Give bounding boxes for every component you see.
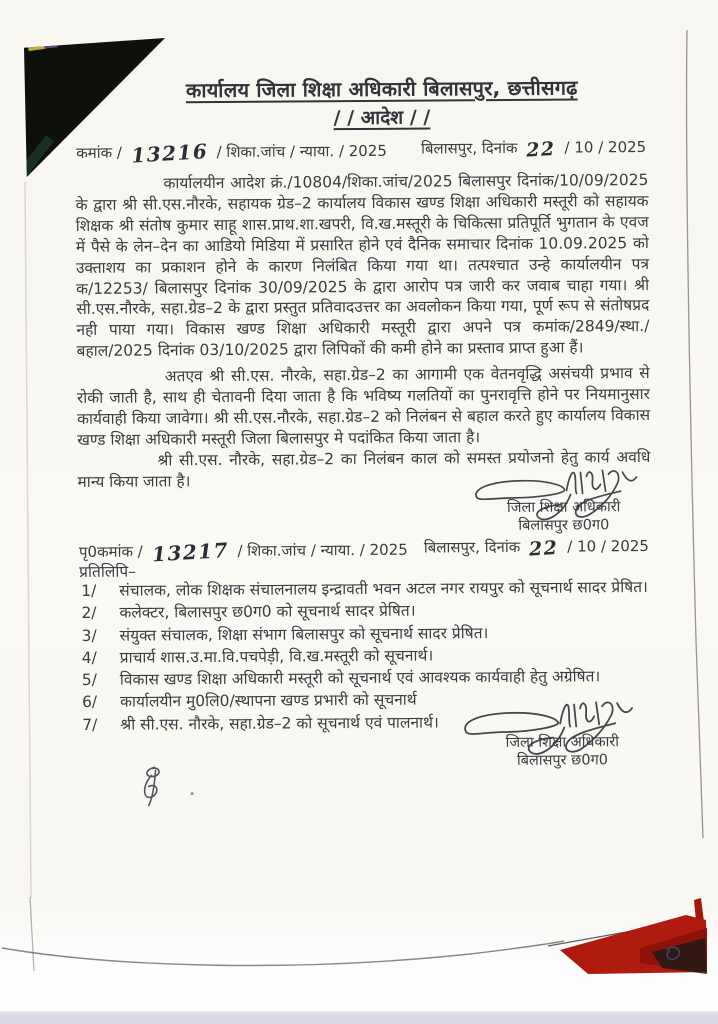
- reference-suffix: / शिका.जांच / न्याया. / 2025: [216, 141, 387, 161]
- paragraph-suspension-history: कार्यालयीन आदेश क्रं./10804/शिका.जांच/2025 बिलासपुर दिनांक/10/09/2025 के द्वारा श्री सी.एस.नौरके, सहायक ग्रेड–2 कार्यालय विकास खण्ड शिक्षा अधिकारी मस्तूरी को सहायक शिक्षक श्री संतोष कुमार साहू शास.प्राथ.शा.खपरी, वि.ख.मस्तूरी के चिकित्सा प्रतिपूर्ति भुगतान के एवज में पैसे के लेन–देन का आडियो मिडिया में प्रसारित होने एवं दैनिक समाचार दिनांक 10.09.2025 को उक्ताशय का प्रकाशन होने के कारण निलंबित किया गया था। तत्पश्चात उन्हे कार्यालयीन पत्र क/12253/ बिलासपुर दिनांक 30/09/2025 के द्वारा आरोप पत्र जारी कर जवाब चाहा गया। श्री सी.एस.नौरके, सहा.ग्रेड–2 के द्वारा प्रस्तुत प्रतिवादउत्तर का अवलोकन किया गया, पूर्ण रूप से संतोषप्रद नही पाया गया। विकास खण्ड शिक्षा अधिकारी मस्तूरी द्वारा अपने पत्र कमांक/2849/स्था./बहाल/2025 दिनांक 03/10/2025 द्वारा लिपिकों की कमी होने का प्रस्ताव प्राप्त हुआ हैं।: [75, 170, 650, 361]
- signature-block-top: [469, 498, 659, 535]
- copy-number: 3/: [81, 626, 97, 645]
- copy-text: कलेक्टर, बिलासपुर छ0ग0 को सूचनार्थ सादर प्रेषित।: [119, 601, 416, 622]
- reference-row: [76, 135, 647, 168]
- scanner-bottom-strip: [0, 1011, 718, 1024]
- signatory-office: बिलासपुर छ0ग0: [516, 752, 608, 769]
- endorsement-number-handwritten: 13217: [150, 537, 230, 567]
- copy-text: श्री सी.एस. नौरके, सहा.ग्रेड–2 को सूचनार्थ एवं पालनार्थ।: [120, 713, 439, 734]
- copy-text: प्राचार्य शास.उ.मा.वि.पचपेड़ी, वि.ख.मस्तूरी को सूचनार्थ।: [119, 646, 434, 667]
- signatory-office: बिलासपुर छ0ग0: [518, 517, 610, 534]
- endorsement-date-rest: / 10 / 2025: [567, 536, 650, 556]
- copy-text: विकास खण्ड शिक्षा अधिकारी मस्तूरी को सूचनार्थ एवं आवश्यक कार्यवाही हेतु अग्रेषित।: [119, 667, 601, 689]
- copy-item: [82, 622, 660, 647]
- copy-item: [81, 599, 659, 624]
- copy-text: कार्यालयीन मु0लि0/स्थापना खण्ड प्रभारी को सूचनार्थ: [119, 691, 417, 712]
- signatory-designation: जिला शिक्षा अधिकारी: [505, 734, 620, 751]
- reference-label: कमांक /: [76, 143, 122, 162]
- copy-number: 6/: [81, 693, 98, 712]
- copy-number: 5/: [81, 671, 98, 690]
- endorsement-place-date: [423, 534, 650, 561]
- signatory-designation: जिला शिक्षा अधिकारी: [506, 499, 621, 516]
- copies-list: [81, 577, 660, 737]
- paragraph-penalty-reinstatement: अतएव श्री सी.एस. नौरके, सहा.ग्रेड–2 का आगामी एक वेतनवृद्धि असंचयी प्रभाव से रोकी जाती है, साथ ही चेतावनी दिया जाता है कि भविष्य गलतियों का पुनरावृत्ति होने पर नियमानुसार कार्यवाही किया जावेगा। श्री सी.एस.नौरके, सहा.ग्रेड–2 को निलंबन से बहाल करते हुए कार्यालय विकास खण्ड शिक्षा अधिकारी मस्तूरी जिला बिलासपुर मे पदांकित किया जाता है।: [76, 364, 651, 449]
- order-body: [75, 170, 650, 493]
- date-rest: / 10 / 2025: [564, 137, 647, 157]
- ink-dot: [191, 792, 194, 795]
- copy-text: संचालक, लोक शिक्षक संचालनालय इन्द्रावती भवन अटल नगर रायपुर को सूचनार्थ सादर प्रेषित।: [119, 577, 648, 600]
- copy-item: [82, 711, 660, 736]
- copy-item: [81, 577, 659, 602]
- copy-item: [82, 666, 660, 691]
- office-title: कार्यालय जिला शिक्षा अधिकारी बिलासपुर, छत्तीसगढ़: [185, 75, 578, 103]
- endorsement-number: [78, 536, 408, 567]
- copy-number: 7/: [82, 715, 98, 734]
- copy-number: 2/: [81, 604, 97, 623]
- reference-number-handwritten: 13216: [130, 139, 209, 168]
- paragraph-suspension-period: श्री सी.एस. नौरके, सहा.ग्रेड–2 का निलंबन काल को समस्त प्रयोजनो हेतु कार्य अवधि मान्य किया जाता है।: [77, 447, 651, 491]
- endorsement-date-day-handwritten: 22: [528, 536, 560, 561]
- copy-number: 4/: [81, 648, 97, 667]
- order-heading: / / आदेश / /: [333, 106, 431, 130]
- endorsement-place-date-label: बिलासपुर, दिनांक: [423, 537, 521, 557]
- endorsement-row: [78, 534, 650, 567]
- endorsement-suffix: / शिका.जांच / न्याया. / 2025: [237, 540, 408, 560]
- endorsement-label: पृ0कमांक /: [78, 542, 143, 561]
- copy-text: संयुक्त संचालक, शिक्षा संभाग बिलासपुर को सूचनार्थ सादर प्रेषित।: [119, 623, 489, 645]
- place-date: [420, 135, 647, 162]
- copy-number: 1/: [81, 581, 97, 600]
- signature-block-bottom: [464, 733, 660, 770]
- copy-item: [82, 644, 660, 669]
- copies-label: प्रतिलिपि–: [79, 562, 136, 581]
- reference-number: [76, 137, 387, 168]
- date-day-handwritten: 22: [525, 137, 557, 162]
- place-date-label: बिलासपुर, दिनांक: [420, 138, 518, 158]
- initial-mark-icon: [132, 761, 174, 813]
- copy-item: [82, 688, 660, 713]
